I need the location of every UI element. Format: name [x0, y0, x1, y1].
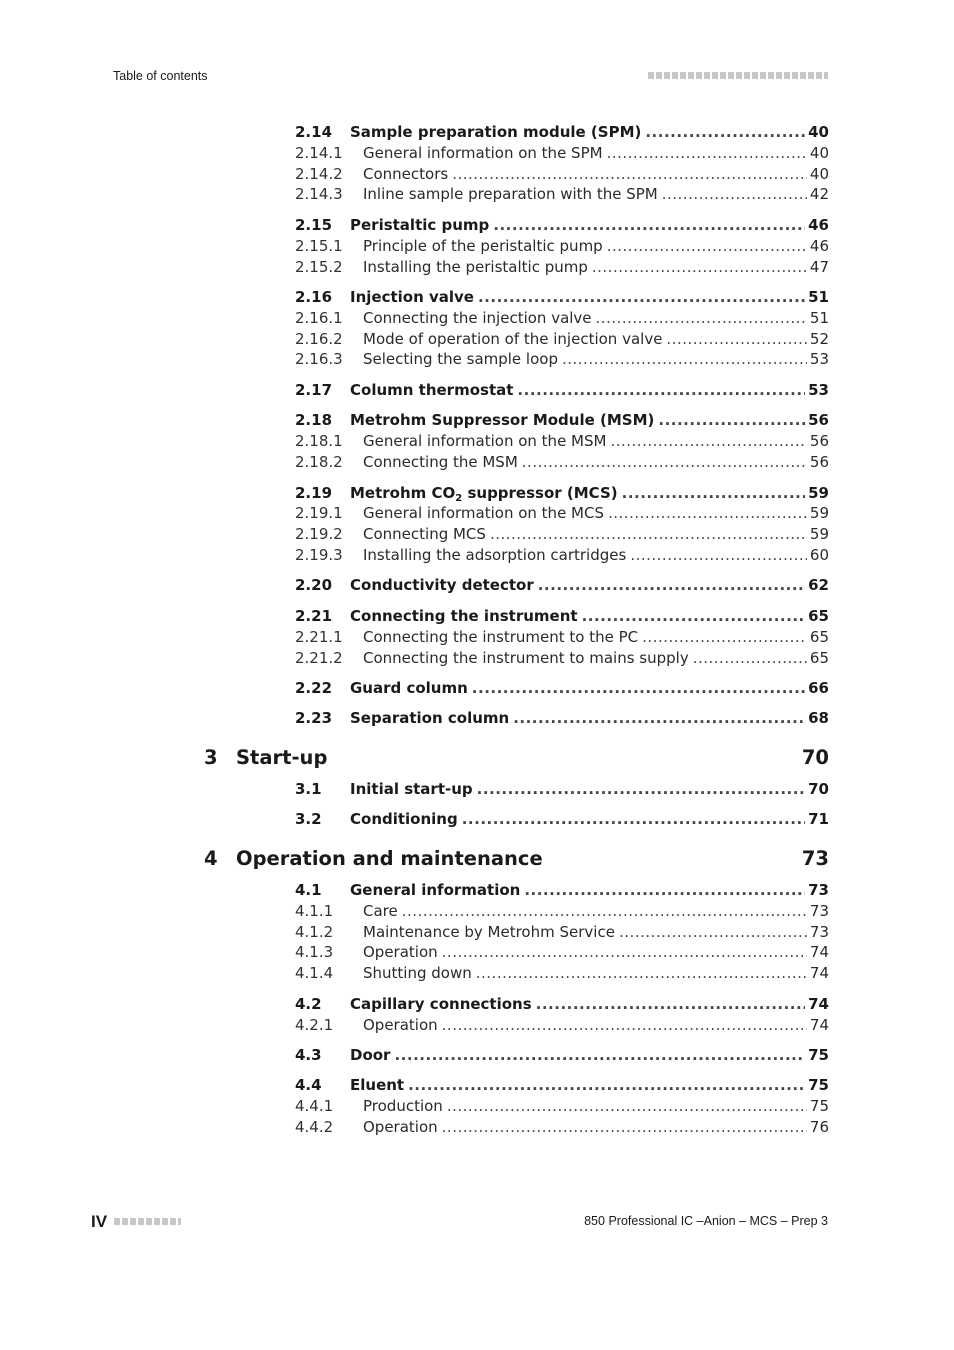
entry-number: 2.14 — [295, 123, 333, 141]
dot-leader — [513, 707, 805, 729]
page-number: IV — [91, 1212, 108, 1231]
entry-title: Connecting MCS — [363, 525, 486, 543]
entry-title-line — [363, 523, 829, 545]
entry-number: 4.1.2 — [295, 923, 334, 941]
entry-page: 74 — [809, 943, 829, 961]
dot-leader — [662, 183, 807, 205]
entry-number: 2.19.2 — [295, 525, 343, 543]
entry-title: Installing the peristaltic pump — [363, 258, 588, 276]
toc-subsection — [295, 502, 829, 524]
entry-page: 46 — [809, 237, 829, 255]
entry-number: 2.22 — [295, 679, 333, 697]
entry-page: 47 — [809, 258, 829, 276]
entry-number: 4.1.1 — [295, 902, 334, 920]
entry-title-line — [363, 921, 829, 943]
dot-leader — [630, 544, 807, 566]
toc-subsection — [295, 163, 829, 185]
dot-leader — [476, 962, 807, 984]
entry-title: Conditioning — [350, 810, 458, 828]
toc-section — [295, 379, 829, 401]
entry-page: 52 — [809, 330, 829, 348]
entry-number: 2.15 — [295, 216, 333, 234]
dot-leader — [447, 1095, 807, 1117]
entry-title: Connecting the instrument — [350, 607, 578, 625]
entry-number: 4.2 — [295, 995, 322, 1013]
dot-leader — [442, 1116, 807, 1138]
entry-number: 4.1 — [295, 881, 322, 899]
entry-title-line — [350, 993, 829, 1015]
header-decoration — [648, 72, 828, 79]
entry-title: Installing the adsorption cartridges — [363, 546, 627, 564]
toc-section — [295, 605, 829, 627]
toc-subsection — [295, 523, 829, 545]
entry-page: 59 — [809, 504, 829, 522]
entry-title: Capillary connections — [350, 995, 532, 1013]
footer-decoration — [114, 1218, 181, 1225]
entry-title-line — [363, 962, 829, 984]
toc-chapter — [204, 745, 829, 771]
entry-page: 73 — [808, 881, 829, 899]
dot-leader — [592, 256, 807, 278]
toc-section — [295, 121, 829, 143]
entry-page: 46 — [808, 216, 829, 234]
entry-title: Operation — [363, 1016, 438, 1034]
dot-leader — [642, 626, 807, 648]
entry-number: 2.14.2 — [295, 165, 343, 183]
entry-number: 2.23 — [295, 709, 333, 727]
entry-page: 40 — [809, 144, 829, 162]
dot-leader — [619, 921, 807, 943]
entry-title-line — [350, 778, 829, 800]
entry-title-line — [350, 214, 829, 236]
entry-title: General information on the MCS — [363, 504, 604, 522]
entry-number: 4.4 — [295, 1076, 322, 1094]
entry-title: Guard column — [350, 679, 468, 697]
entry-title: Peristaltic pump — [350, 216, 490, 234]
entry-page: 40 — [809, 165, 829, 183]
toc-section — [295, 778, 829, 800]
entry-page: 68 — [808, 709, 829, 727]
dot-leader — [408, 1074, 805, 1096]
entry-page: 71 — [808, 810, 829, 828]
dot-leader — [658, 409, 805, 431]
entry-page: 75 — [809, 1097, 829, 1115]
entry-number: 2.19.1 — [295, 504, 343, 522]
entry-page: 40 — [808, 123, 829, 141]
entry-page: 60 — [809, 546, 829, 564]
entry-number: 2.16.3 — [295, 350, 343, 368]
toc-section — [295, 1044, 829, 1066]
entry-page: 53 — [809, 350, 829, 368]
toc-section — [295, 574, 829, 596]
entry-title: Door — [350, 1046, 391, 1064]
toc-subsection — [295, 142, 829, 164]
entry-title-line — [363, 430, 829, 452]
entry-title: Maintenance by Metrohm Service — [363, 923, 615, 941]
entry-title-line — [363, 235, 829, 257]
toc-subsection — [295, 1014, 829, 1036]
entry-title: Connecting the injection valve — [363, 309, 592, 327]
entry-title: Column thermostat — [350, 381, 514, 399]
entry-title-line — [350, 574, 829, 596]
entry-title-line — [350, 707, 829, 729]
entry-number: 3.1 — [295, 780, 322, 798]
dot-leader — [562, 348, 807, 370]
entry-number: 2.14.1 — [295, 144, 343, 162]
chapter-page: 73 — [801, 847, 829, 870]
toc-subsection — [295, 626, 829, 648]
title-subscript: 2 — [455, 493, 463, 504]
entry-page: 73 — [809, 923, 829, 941]
entry-title: Inline sample preparation with the SPM — [363, 185, 658, 203]
entry-title-line — [363, 502, 829, 524]
entry-title-line — [363, 183, 829, 205]
entry-page: 59 — [808, 484, 829, 502]
chapter-title: Operation and maintenance — [236, 847, 543, 870]
entry-page: 51 — [809, 309, 829, 327]
dot-leader — [608, 502, 807, 524]
entry-number: 2.21 — [295, 607, 333, 625]
entry-number: 2.17 — [295, 381, 333, 399]
chapter-number: 4 — [204, 847, 218, 870]
entry-number: 2.21.2 — [295, 649, 343, 667]
entry-title-line — [363, 348, 829, 370]
entry-title-line — [350, 808, 829, 830]
toc-subsection — [295, 451, 829, 473]
toc-subsection — [295, 941, 829, 963]
entry-title-line — [350, 879, 829, 901]
entry-title: Eluent — [350, 1076, 405, 1094]
chapter-title: Start-up — [236, 746, 328, 769]
toc-section — [295, 1074, 829, 1096]
toc-subsection — [295, 962, 829, 984]
entry-title-line — [350, 1044, 829, 1066]
entry-number: 2.16 — [295, 288, 333, 306]
entry-number: 2.16.1 — [295, 309, 343, 327]
dot-leader — [478, 286, 805, 308]
toc-subsection — [295, 544, 829, 566]
entry-title-line — [363, 307, 829, 329]
toc-subsection — [295, 348, 829, 370]
toc-subsection — [295, 1116, 829, 1138]
entry-title-line — [350, 121, 829, 143]
dot-leader — [596, 307, 807, 329]
entry-title: Connectors — [363, 165, 449, 183]
toc-subsection — [295, 430, 829, 452]
toc-chapter — [204, 846, 829, 872]
toc-subsection — [295, 307, 829, 329]
entry-title: Sample preparation module (SPM) — [350, 123, 642, 141]
entry-page: 65 — [809, 628, 829, 646]
entry-number: 4.1.3 — [295, 943, 334, 961]
toc-subsection — [295, 256, 829, 278]
entry-title-line — [363, 626, 829, 648]
toc-subsection — [295, 921, 829, 943]
entry-title-line — [350, 605, 829, 627]
dot-leader — [442, 941, 807, 963]
entry-title: Connecting the MSM — [363, 453, 518, 471]
entry-number: 2.18.2 — [295, 453, 343, 471]
dot-leader — [402, 900, 807, 922]
entry-number: 2.14.3 — [295, 185, 343, 203]
entry-title-line — [363, 1095, 829, 1117]
entry-title: Injection valve — [350, 288, 474, 306]
entry-page: 76 — [809, 1118, 829, 1136]
entry-page: 42 — [809, 185, 829, 203]
entry-title-line — [363, 647, 829, 669]
dot-leader — [472, 677, 805, 699]
dot-leader — [610, 430, 806, 452]
entry-page: 56 — [809, 453, 829, 471]
toc-section — [295, 808, 829, 830]
entry-page: 65 — [809, 649, 829, 667]
entry-number: 2.18.1 — [295, 432, 343, 450]
dot-leader — [493, 214, 805, 236]
entry-number: 2.20 — [295, 576, 333, 594]
entry-page: 56 — [808, 411, 829, 429]
entry-title-line — [363, 900, 829, 922]
dot-leader — [582, 605, 806, 627]
entry-title-line — [363, 163, 829, 185]
entry-title-line — [363, 328, 829, 350]
entry-title-line — [363, 256, 829, 278]
toc-section — [295, 677, 829, 699]
entry-number: 2.16.2 — [295, 330, 343, 348]
toc-section — [295, 993, 829, 1015]
entry-title-line — [350, 379, 829, 401]
entry-title: Operation — [363, 1118, 438, 1136]
entry-title: Selecting the sample loop — [363, 350, 558, 368]
entry-page: 75 — [808, 1046, 829, 1064]
dot-leader — [522, 451, 807, 473]
dot-leader — [490, 523, 807, 545]
chapter-page: 70 — [801, 746, 829, 769]
dot-leader — [394, 1044, 805, 1066]
entry-title: Mode of operation of the injection valve — [363, 330, 663, 348]
entry-page: 51 — [808, 288, 829, 306]
entry-page: 56 — [809, 432, 829, 450]
toc-subsection — [295, 328, 829, 350]
entry-page: 66 — [808, 679, 829, 697]
entry-page: 70 — [808, 780, 829, 798]
entry-title-line — [363, 142, 829, 164]
entry-title: Separation column — [350, 709, 510, 727]
entry-title-line — [350, 286, 829, 308]
dot-leader — [607, 142, 807, 164]
entry-title-line — [350, 1074, 829, 1096]
entry-number: 2.19.3 — [295, 546, 343, 564]
entry-number: 4.4.1 — [295, 1097, 334, 1115]
dot-leader — [536, 993, 805, 1015]
entry-title: General information on the SPM — [363, 144, 603, 162]
entry-title-line — [363, 1116, 829, 1138]
dot-leader — [477, 778, 805, 800]
entry-title: General information — [350, 881, 521, 899]
entry-title-line — [363, 941, 829, 963]
entry-number: 4.1.4 — [295, 964, 334, 982]
entry-title: Connecting the instrument to the PC — [363, 628, 639, 646]
entry-page: 65 — [808, 607, 829, 625]
entry-title: Metrohm Suppressor Module (MSM) — [350, 411, 655, 429]
running-header-title: Table of contents — [113, 69, 208, 83]
entry-number: 2.21.1 — [295, 628, 343, 646]
dot-leader — [452, 163, 807, 185]
entry-number: 2.19 — [295, 484, 333, 502]
entry-page: 59 — [809, 525, 829, 543]
entry-title: Conductivity detector — [350, 576, 534, 594]
entry-number: 2.18 — [295, 411, 333, 429]
dot-leader — [693, 647, 807, 669]
entry-number: 4.3 — [295, 1046, 322, 1064]
entry-title: Principle of the peristaltic pump — [363, 237, 603, 255]
entry-title: Connecting the instrument to mains supply — [363, 649, 689, 667]
entry-number: 4.2.1 — [295, 1016, 334, 1034]
title-part: Metrohm CO — [350, 484, 456, 502]
dot-leader — [517, 379, 805, 401]
toc-section — [295, 214, 829, 236]
entry-title-line — [350, 409, 829, 431]
entry-number: 4.4.2 — [295, 1118, 334, 1136]
entry-number: 2.15.1 — [295, 237, 343, 255]
dot-leader — [442, 1014, 807, 1036]
dot-leader — [524, 879, 805, 901]
entry-number: 3.2 — [295, 810, 322, 828]
entry-title-line — [363, 451, 829, 473]
entry-title: Shutting down — [363, 964, 472, 982]
entry-title: Care — [363, 902, 398, 920]
entry-title-line — [363, 1014, 829, 1036]
toc-section — [295, 482, 829, 504]
chapter-number: 3 — [204, 746, 218, 769]
entry-title: General information on the MSM — [363, 432, 607, 450]
entry-page: 74 — [808, 995, 829, 1013]
entry-title-line — [350, 677, 829, 699]
toc-subsection — [295, 647, 829, 669]
dot-leader — [645, 121, 805, 143]
toc-section — [295, 286, 829, 308]
entry-title: Operation — [363, 943, 438, 961]
dot-leader — [666, 328, 806, 350]
toc-subsection — [295, 1095, 829, 1117]
dot-leader — [607, 235, 807, 257]
toc-subsection — [295, 235, 829, 257]
entry-title: Production — [363, 1097, 443, 1115]
toc-section — [295, 707, 829, 729]
entry-page: 75 — [808, 1076, 829, 1094]
entry-number: 2.15.2 — [295, 258, 343, 276]
toc-subsection — [295, 183, 829, 205]
toc-section — [295, 879, 829, 901]
entry-page: 74 — [809, 1016, 829, 1034]
toc-section — [295, 409, 829, 431]
entry-page: 53 — [808, 381, 829, 399]
entry-page: 73 — [809, 902, 829, 920]
title-part: suppressor (MCS) — [462, 484, 618, 502]
footer-doc-title: 850 Professional IC –Anion – MCS – Prep 3 — [584, 1214, 828, 1228]
entry-title: Initial start-up — [350, 780, 473, 798]
dot-leader — [462, 808, 805, 830]
dot-leader — [538, 574, 805, 596]
entry-title-line — [363, 544, 829, 566]
entry-page: 62 — [808, 576, 829, 594]
entry-page: 74 — [809, 964, 829, 982]
toc-subsection — [295, 900, 829, 922]
